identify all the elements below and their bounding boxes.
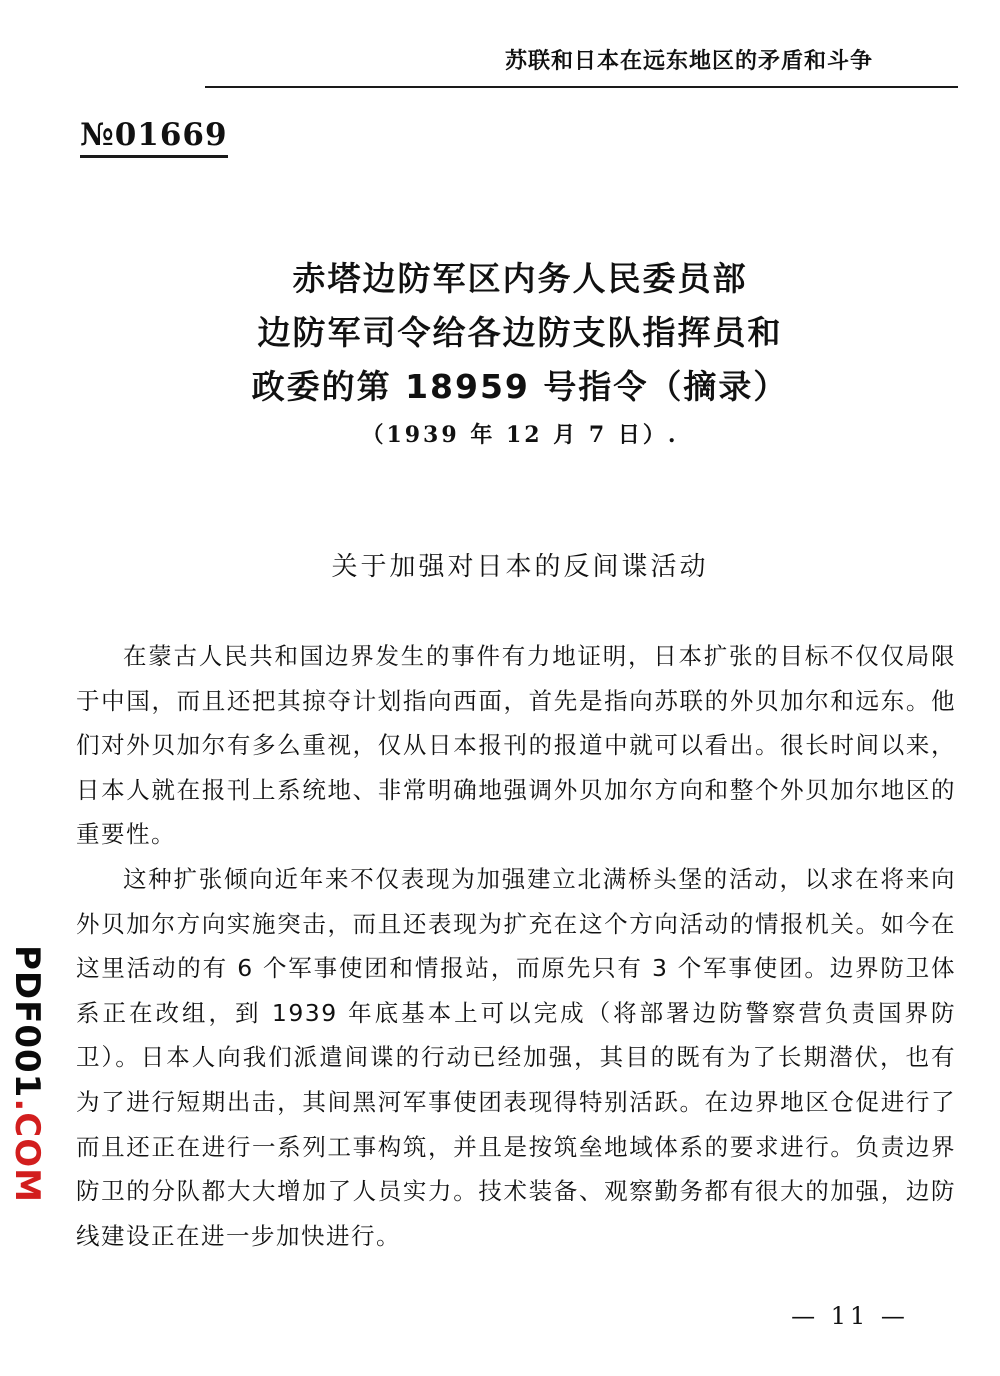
page-number: — 11 — (791, 1302, 909, 1330)
title-line: 赤塔边防军区内务人民委员部 (292, 259, 748, 298)
watermark-main: PDF001 (7, 945, 47, 1099)
title-line: 政委的第 18959 号指令（摘录） (251, 367, 789, 406)
header-rule (205, 86, 958, 88)
document-title (150, 252, 890, 414)
watermark (7, 945, 47, 1203)
running-header: 苏联和日本在远东地区的矛盾和斗争 (505, 49, 874, 74)
paragraph: 这种扩张倾向近年来不仅表现为加强建立北满桥头堡的活动，以求在将来向外贝加尔方向实施突击，而且还表现为扩充在这个方向活动的情报机关。如今在这里活动的有 6 个军事使团和情报站，而原先只有 3 个军事使团。边界防卫体系正在改组，到 1939 年底基本上可以完成（将部署边防警察营负责国界防卫）。日本人向我们派遣间谍的行动已经加强，其目的既有为了长期潜伏，也有为了进行短期出击，其间黑河军事使团表现得特别活跃。在边界地区仓促进行了而且还正在进行一系列工事构筑，并且是按筑垒地域体系的要求进行。负责边界防卫的分队都大大增加了人员实力。技术装备、观察勤务都有很大的加强，边防线建设正在进一步加快进行。 (76, 864, 956, 1250)
document-date: （1939 年 12 月 7 日）. (361, 422, 679, 448)
document-number: №01669 (80, 117, 228, 158)
body-text (76, 634, 956, 1258)
section-subtitle: 关于加强对日本的反间谍活动 (331, 552, 709, 582)
watermark-accent: .COM (7, 1098, 47, 1203)
paragraph: 在蒙古人民共和国边界发生的事件有力地证明，日本扩张的目标不仅仅局限于中国，而且还把其掠夺计划指向西面，首先是指向苏联的外贝加尔和远东。他们对外贝加尔有多么重视，仅从日本报刊的报道中就可以看出。很长时间以来，日本人就在报刊上系统地、非常明确地强调外贝加尔方向和整个外贝加尔地区的重要性。 (76, 642, 956, 849)
title-line: 边防军司令给各边防支队指挥员和 (257, 313, 783, 352)
